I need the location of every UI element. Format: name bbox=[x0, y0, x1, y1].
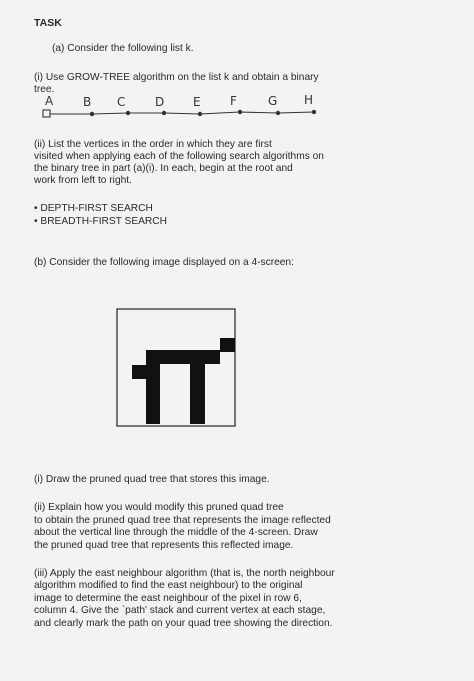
list-letter-e: E bbox=[193, 95, 201, 109]
part-a-ii-line-4: work from left to right. bbox=[34, 175, 132, 186]
pixel-block bbox=[220, 338, 235, 352]
list-letter-d: D bbox=[155, 95, 165, 109]
part-b-i: (i) Draw the pruned quad tree that stores this image. bbox=[34, 474, 270, 485]
part-a-i-line-2: tree. bbox=[34, 84, 55, 95]
list-letter-f: F bbox=[230, 94, 237, 108]
list-letter-g: G bbox=[268, 94, 278, 108]
part-b-ii-line-1: (ii) Explain how you would modify this pruned quad tree bbox=[34, 502, 284, 513]
part-a-i-line-1: (i) Use GROW-TREE algorithm on the list k and obtain a binary bbox=[34, 72, 319, 83]
algorithm-dfs: • DEPTH-FIRST SEARCH bbox=[34, 203, 153, 214]
part-b-ii-line-4: the pruned quad tree that represents this reflected image. bbox=[34, 540, 294, 551]
list-letter-c: C bbox=[117, 95, 126, 109]
part-b-iii-line-4: column 4. Give the `path' stack and current vertex at each stage, bbox=[34, 605, 326, 616]
part-a-ii-line-2: visited when applying each of the following search algorithms on bbox=[34, 151, 324, 162]
part-b-ii-line-3: about the vertical line through the middle of the 4-screen. Draw bbox=[34, 527, 318, 538]
part-b-iii-line-3: image to determine the east neighbour of the pixel in row 6, bbox=[34, 593, 302, 604]
algorithm-bfs: • BREADTH-FIRST SEARCH bbox=[34, 216, 167, 227]
list-letter-h: H bbox=[304, 93, 314, 107]
part-b-intro: (b) Consider the following image displayed on a 4-screen: bbox=[34, 257, 294, 268]
pixel-block bbox=[132, 365, 146, 379]
pixel-block bbox=[146, 350, 220, 364]
part-b-iii-line-5: and clearly mark the path on your quad tree showing the direction. bbox=[34, 618, 333, 629]
part-b-iii-line-2: algorithm modified to find the east neighbour) to the original bbox=[34, 580, 303, 591]
part-a-intro: (a) Consider the following list k. bbox=[52, 43, 194, 54]
part-b-ii-line-2: to obtain the pruned quad tree that represents the image reflected bbox=[34, 515, 331, 526]
list-letter-b: B bbox=[83, 95, 92, 109]
list-letter-a: A bbox=[45, 94, 54, 108]
part-a-ii-line-3: the binary tree in part (a)(i). In each, begin at the root and bbox=[34, 163, 293, 174]
part-a-ii-line-1: (ii) List the vertices in the order in which they are first bbox=[34, 139, 272, 150]
task-heading: TASK bbox=[34, 17, 62, 29]
part-b-iii-line-1: (iii) Apply the east neighbour algorithm (that is, the north neighbour bbox=[34, 568, 335, 579]
pixel-block bbox=[146, 364, 160, 424]
pixel-block bbox=[190, 364, 205, 424]
